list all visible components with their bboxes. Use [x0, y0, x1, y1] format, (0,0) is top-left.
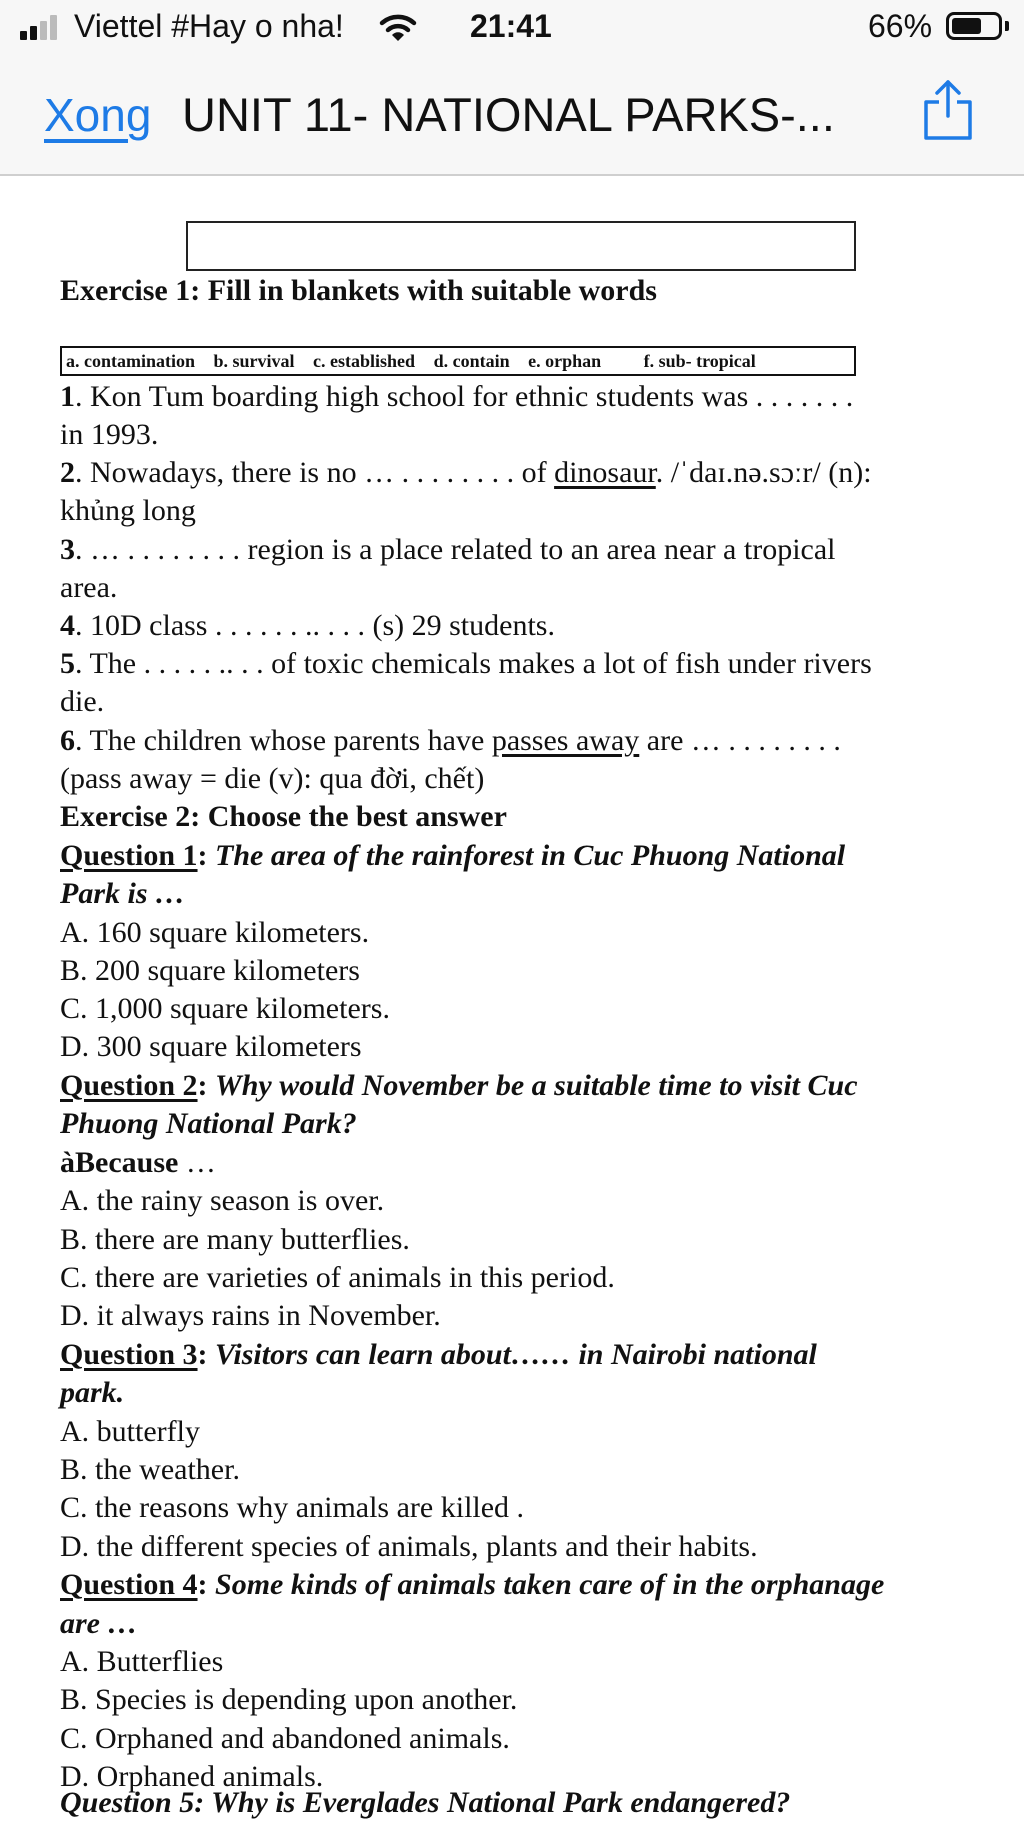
- exercise1-item: 4. 10D class . . . . . . .. . . . (s) 29 students.: [60, 609, 555, 642]
- done-button[interactable]: Xong: [44, 89, 152, 141]
- answer-option: C. there are varieties of animals in this period.: [60, 1261, 615, 1294]
- question-prompt: Question 2: Why would November be a suitable time to visit Cuc: [60, 1069, 858, 1102]
- word-bank-item: d. contain: [433, 351, 510, 371]
- exercise1-heading: Exercise 1: Fill in blankets with suitable words: [60, 274, 657, 307]
- word-bank-item: a. contamination: [66, 351, 196, 371]
- cutoff-question: Question 5: Why is Everglades National Park endangered?: [60, 1786, 791, 1819]
- battery-icon: [946, 12, 1002, 40]
- share-icon[interactable]: [920, 78, 976, 142]
- answer-option: D. Orphaned animals.: [60, 1760, 324, 1793]
- question-prompt: Question 4: Some kinds of animals taken care of in the orphanage: [60, 1568, 885, 1601]
- status-time: 21:41: [470, 8, 552, 44]
- exercise2-heading: Exercise 2: Choose the best answer: [60, 800, 507, 833]
- question-prompt-continuation: Phuong National Park?: [60, 1107, 357, 1140]
- exercise1-item-continuation: die.: [60, 685, 105, 718]
- answer-option: C. Orphaned and abandoned animals.: [60, 1722, 510, 1755]
- battery-fill: [952, 18, 981, 34]
- answer-option: B. 200 square kilometers: [60, 954, 360, 987]
- answer-option: C. 1,000 square kilometers.: [60, 992, 390, 1025]
- answer-option: D. it always rains in November.: [60, 1299, 441, 1332]
- exercise1-item: 1. Kon Tum boarding high school for ethnic students was . . . . . . .: [60, 380, 854, 413]
- navigation-bar: [0, 54, 1024, 176]
- answer-option: A. the rainy season is over.: [60, 1184, 385, 1217]
- exercise1-item: 3. … . . . . . . . . region is a place related to an area near a tropical: [60, 533, 836, 566]
- answer-option: D. 300 square kilometers: [60, 1030, 362, 1063]
- question-prompt-continuation: Park is …: [60, 877, 186, 910]
- word-bank-item: f. sub- tropical: [643, 351, 756, 371]
- document-title: UNIT 11- NATIONAL PARKS-...: [182, 88, 835, 141]
- answer-option: B. the weather.: [60, 1453, 240, 1486]
- battery-cap: [1005, 21, 1009, 31]
- empty-box: [186, 221, 856, 271]
- exercise1-item: 2. Nowadays, there is no … . . . . . . . . of dinosaur. /ˈdaɪ.nə.sɔːr/ (n):: [60, 456, 872, 489]
- battery-percentage: 66%: [868, 8, 933, 44]
- answer-option: A. 160 square kilometers.: [60, 916, 370, 949]
- exercise1-item: 5. The . . . . . .. . . of toxic chemicals makes a lot of fish under rivers: [60, 647, 872, 680]
- answer-option: A. Butterflies: [60, 1645, 224, 1678]
- word-bank-item: c. established: [313, 351, 416, 371]
- answer-option: D. the different species of animals, plants and their habits.: [60, 1530, 758, 1563]
- wifi-icon: [380, 13, 416, 43]
- status-bar: [0, 0, 1024, 54]
- carrier-name: Viettel #Hay o nha!: [74, 8, 344, 44]
- cellular-signal-icon: [20, 14, 64, 40]
- document-page[interactable]: [0, 176, 1024, 1820]
- word-bank-item: e. orphan: [528, 351, 602, 371]
- exercise1-item-continuation: in 1993.: [60, 418, 159, 451]
- exercise1-item-continuation: area.: [60, 571, 118, 604]
- answer-option: B. Species is depending upon another.: [60, 1683, 518, 1716]
- question-prompt: Question 3: Visitors can learn about…… in Nairobi national: [60, 1338, 817, 1371]
- answer-option: C. the reasons why animals are killed .: [60, 1491, 525, 1524]
- exercise1-item: 6. The children whose parents have passes away are … . . . . . . . .: [60, 724, 841, 757]
- question-prompt: Question 1: The area of the rainforest in Cuc Phuong National: [60, 839, 846, 872]
- question-prompt-continuation: park.: [60, 1376, 125, 1409]
- exercise1-item-continuation: khủng long: [60, 494, 196, 527]
- question-lead: àBecause …: [60, 1146, 216, 1179]
- word-bank: [60, 346, 856, 376]
- word-bank-item: b. survival: [213, 351, 295, 371]
- exercise1-item-continuation: (pass away = die (v): qua đời, chết): [60, 762, 485, 795]
- answer-option: B. there are many butterflies.: [60, 1223, 410, 1256]
- answer-option: A. butterfly: [60, 1415, 200, 1448]
- question-prompt-continuation: are …: [60, 1607, 138, 1640]
